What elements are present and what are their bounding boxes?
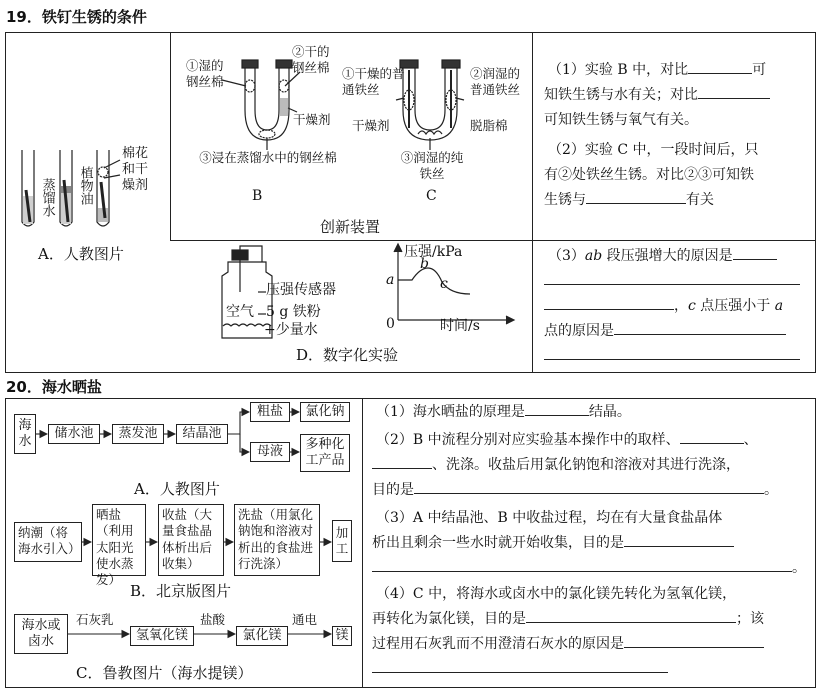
d-air: 空气 [226, 304, 254, 320]
flow-b-step1: 纳潮（将海水引入） [14, 522, 82, 562]
q20-question-1: （1）海水晒盐的原理是 结晶。 [376, 400, 810, 425]
b-label-1: ①湿的钢丝棉 [186, 58, 224, 89]
flow-c-reagent-1: 石灰乳 [76, 612, 114, 627]
answer-blank[interactable] [680, 428, 744, 444]
q19-title: 19．铁钉生锈的条件 [6, 8, 147, 26]
flow-a-cryst: 结晶池 [176, 424, 228, 444]
flow-c-mgoh: 氢氧化镁 [130, 626, 194, 646]
d-point-c: c [440, 276, 448, 292]
flow-c-reagent-3: 通电 [292, 612, 318, 627]
label-distilled-water: 蒸馏水 [39, 178, 55, 217]
flow-a-storage: 储水池 [48, 424, 100, 444]
panel-c-caption: C [426, 188, 437, 204]
flow-a-products: 多种化工产品 [300, 434, 350, 472]
label-vegetable-oil: 植物油 [77, 166, 93, 205]
flow-b-step5: 加工 [332, 520, 352, 562]
flow-a-seawater: 海水 [14, 414, 36, 454]
flow-c-mg: 镁 [332, 626, 352, 646]
flow-b-step4: 洗盐（用氯化钠饱和溶液对析出的食盐进行洗涤） [234, 504, 320, 576]
flow-a-mother: 母液 [250, 442, 290, 462]
b-label-3: ③浸在蒸馏水中的钢丝棉 [199, 150, 337, 165]
q20-question-2: （2）B 中流程分别对应实验基本操作中的取样、 、 、洗涤。收盐后用氯化钠饱和溶液对其进行洗涤， 目的是 。 [376, 428, 812, 503]
answer-blank[interactable] [372, 556, 792, 572]
d-point-a: a [386, 272, 395, 288]
answer-blank[interactable] [372, 453, 432, 469]
q20-question-4: （4）C 中，将海水或卤水中的氯化镁先转化为氢氧化镁， 再转化为氯化镁，目的是 ；该 过程用石灰乳而不用澄清石灰水的原因是 [376, 582, 812, 682]
q19-question-1: （1）实验 B 中，对比 可 知铁生锈与水有关；对比 可知铁生锈与氧气有关。 [548, 58, 810, 133]
q20-question-3: （3）A 中结晶池、B 中收盐过程，均在有大量食盐晶体 析出且剩余一些水时就开始收集，目的是 。 [372, 510, 806, 576]
c-label-1: ①干燥的普通铁丝 [342, 66, 405, 97]
innovation-caption: 创新装置 [320, 218, 381, 236]
c-label-desiccant: 干燥剂 [352, 118, 390, 133]
flow-b-caption: B．北京版图片 [130, 582, 232, 600]
flow-a-caption: A．人教图片 [134, 480, 220, 498]
flow-b-step2: 晒盐（利用太阳光使水蒸发） [92, 504, 146, 576]
flow-a-evap: 蒸发池 [112, 424, 164, 444]
panel-b-caption: B [252, 188, 263, 204]
q19-question-2: （2）实验 C 中，一段时间后，只 有②处铁丝生锈。对比②③可知铁 生锈与 有关 [544, 142, 759, 208]
answer-blank[interactable] [372, 657, 668, 673]
answer-blank[interactable] [624, 632, 764, 648]
d-origin: 0 [386, 316, 395, 332]
c-label-cotton: 脱脂棉 [470, 118, 508, 133]
c-label-3: ③润湿的纯铁丝 [400, 150, 464, 181]
d-sensor: 压强传感器 [266, 282, 336, 298]
flow-c-source: 海水或卤水 [14, 614, 68, 654]
d-water: +少量水 [264, 322, 318, 338]
d-powder: 5 g 铁粉 [266, 304, 321, 320]
d-x-axis: 时间/s [440, 318, 480, 334]
flow-c-reagent-2: 盐酸 [200, 612, 226, 627]
panel-d-caption: D．数字化实验 [296, 346, 399, 364]
q19-question-3: （3）ab 段压强增大的原因是 ，c 点压强小于 a 点的原因是 [548, 244, 814, 369]
q20-title: 20．海水晒盐 [6, 378, 102, 396]
answer-blank[interactable] [414, 478, 764, 494]
answer-blank[interactable] [525, 400, 589, 416]
b-label-desiccant: 干燥剂 [293, 112, 331, 127]
answer-blank[interactable] [526, 607, 736, 623]
flow-b-step3: 收盐（大量食盐晶体析出后收集） [158, 504, 224, 576]
c-label-2: ②润湿的普通铁丝 [470, 66, 521, 97]
label-cotton-desiccant: 棉花和干燥剂 [122, 146, 149, 193]
b-label-2: ②干的钢丝棉 [292, 44, 330, 75]
flow-c-mgcl: 氯化镁 [236, 626, 288, 646]
flow-c-caption: C．鲁教图片（海水提镁） [76, 664, 253, 682]
panel-a-caption: A．人教图片 [38, 245, 124, 263]
flow-a-crude: 粗盐 [250, 402, 290, 422]
d-point-b: b [420, 256, 429, 272]
flow-a-nacl: 氯化钠 [300, 402, 350, 422]
d-y-axis: 压强/kPa [404, 244, 463, 260]
answer-blank[interactable] [624, 531, 734, 547]
